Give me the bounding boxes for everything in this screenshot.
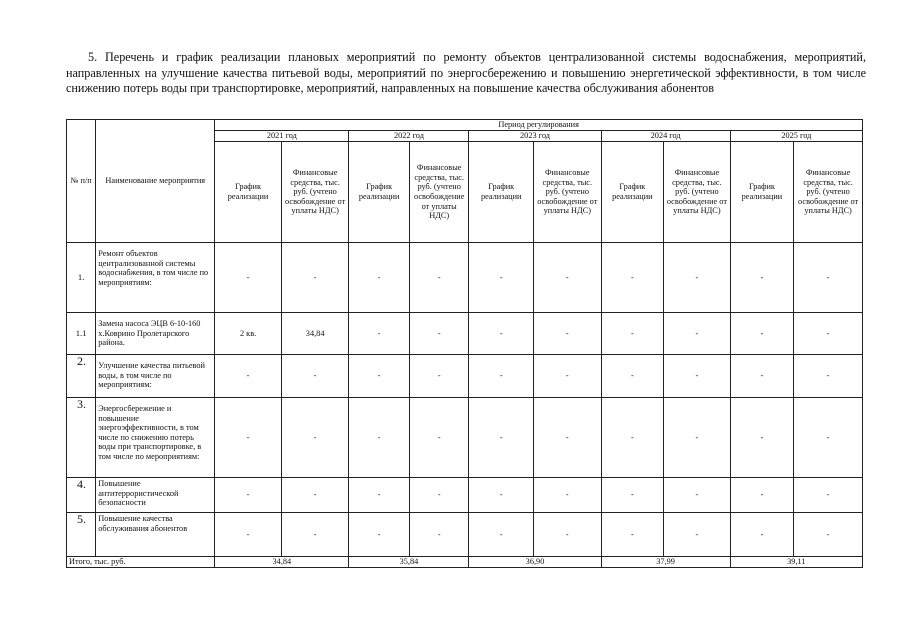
cell: - — [730, 478, 794, 513]
total-2021: 34,84 — [215, 557, 349, 568]
section-heading: 5. Перечень и график реализации плановых мероприятий по ремонту объектов централизованной системы водоснабжения, мероприятий, направленных на улучшение качества питьевой воды, мероприятий по энергосбережению и повышению энергетической эффективности, в том числе снижению потерь воды при транспортировке, мероприятий, направленных на повышение качества обслуживания абонентов — [66, 50, 866, 96]
schedule-header: График реализации — [730, 142, 794, 243]
table-row — [67, 513, 863, 557]
table-row — [67, 398, 863, 478]
cell: - — [349, 355, 410, 398]
table-row — [67, 355, 863, 398]
cell: 34,84 — [281, 313, 349, 355]
cell: - — [794, 355, 863, 398]
table-row — [67, 313, 863, 355]
cell: - — [349, 478, 410, 513]
row-name: Энергосбережение и повышение энергоэффективности, в том числе по снижению потерь воды при транспортировке, в том числе по мероприятиям: — [96, 398, 215, 478]
cell: - — [664, 355, 731, 398]
total-2022: 35,84 — [349, 557, 469, 568]
cell: - — [794, 478, 863, 513]
row-name: Улучшение качества питьевой воды, в том числе по мероприятиям: — [96, 355, 215, 398]
cell: - — [730, 513, 794, 557]
schedule-header: График реализации — [601, 142, 664, 243]
cell: - — [794, 513, 863, 557]
cell: - — [794, 243, 863, 313]
cell: - — [601, 478, 664, 513]
finance-header: Финансовые средства, тыс. руб. (учтено освобождение от уплаты НДС) — [534, 142, 602, 243]
cell: - — [601, 513, 664, 557]
total-2024: 37,99 — [601, 557, 730, 568]
row-name: Ремонт объектов централизованной системы водоснабжения, в том числе по мероприятиям: — [96, 243, 215, 313]
cell: - — [664, 243, 731, 313]
plan-table — [66, 119, 863, 568]
cell: - — [281, 478, 349, 513]
cell: - — [601, 243, 664, 313]
year-header-2021: 2021 год — [215, 131, 349, 142]
row-number: 4. — [67, 478, 96, 513]
cell: - — [409, 398, 469, 478]
finance-header: Финансовые средства, тыс. руб. (учтено освобождение от уплаты НДС) — [664, 142, 731, 243]
cell: - — [601, 313, 664, 355]
col-header-name: Наименование мероприятия — [96, 120, 215, 243]
period-header: Период регулирования — [215, 120, 863, 131]
cell: - — [349, 313, 410, 355]
total-label: Итого, тыс. руб. — [67, 557, 215, 568]
cell: - — [601, 355, 664, 398]
total-row — [67, 557, 863, 568]
cell: - — [534, 313, 602, 355]
cell: - — [409, 243, 469, 313]
col-header-number: № п/п — [67, 120, 96, 243]
cell: - — [469, 478, 534, 513]
row-number: 5. — [67, 513, 96, 557]
cell: - — [469, 313, 534, 355]
cell: - — [409, 478, 469, 513]
cell: - — [215, 398, 282, 478]
total-2023: 36,90 — [469, 557, 601, 568]
cell: - — [349, 398, 410, 478]
table-row — [67, 478, 863, 513]
cell: - — [215, 355, 282, 398]
table-row — [67, 243, 863, 313]
finance-header: Финансовые средства, тыс. руб. (учтено освобождение от уплаты НДС) — [409, 142, 469, 243]
schedule-header: График реализации — [469, 142, 534, 243]
cell: - — [534, 513, 602, 557]
cell: - — [730, 243, 794, 313]
row-number: 3. — [67, 398, 96, 478]
year-header-2024: 2024 год — [601, 131, 730, 142]
schedule-header: График реализации — [349, 142, 410, 243]
cell: - — [215, 513, 282, 557]
year-header-2025: 2025 год — [730, 131, 862, 142]
cell: - — [534, 478, 602, 513]
header-row-period — [67, 120, 863, 131]
cell: - — [794, 313, 863, 355]
cell: - — [281, 513, 349, 557]
cell: - — [664, 313, 731, 355]
cell: - — [349, 513, 410, 557]
row-number: 2. — [67, 355, 96, 398]
cell: - — [469, 243, 534, 313]
finance-header: Финансовые средства, тыс. руб. (учтено освобождение от уплаты НДС) — [281, 142, 349, 243]
cell: - — [664, 478, 731, 513]
cell: - — [794, 398, 863, 478]
row-number: 1.1 — [67, 313, 96, 355]
year-header-2023: 2023 год — [469, 131, 601, 142]
cell: - — [664, 513, 731, 557]
cell: - — [281, 398, 349, 478]
cell: - — [469, 398, 534, 478]
cell: - — [730, 313, 794, 355]
cell: - — [534, 398, 602, 478]
cell: - — [215, 243, 282, 313]
cell: - — [534, 243, 602, 313]
cell: - — [281, 355, 349, 398]
finance-header: Финансовые средства, тыс. руб. (учтено освобождение от уплаты НДС) — [794, 142, 863, 243]
cell: - — [534, 355, 602, 398]
cell: - — [281, 243, 349, 313]
cell: - — [601, 398, 664, 478]
cell: - — [409, 355, 469, 398]
cell: - — [349, 243, 410, 313]
cell: - — [469, 513, 534, 557]
row-name: Повышение качества обслуживания абонентов — [96, 513, 215, 557]
cell: 2 кв. — [215, 313, 282, 355]
cell: - — [409, 313, 469, 355]
schedule-header: График реализации — [215, 142, 282, 243]
year-header-2022: 2022 год — [349, 131, 469, 142]
row-name: Повышение антитеррористической безопасности — [96, 478, 215, 513]
total-2025: 39,11 — [730, 557, 862, 568]
cell: - — [215, 478, 282, 513]
row-name: Замена насоса ЭЦВ 6-10-160 х.Коврино Пролетарского района. — [96, 313, 215, 355]
cell: - — [730, 398, 794, 478]
cell: - — [409, 513, 469, 557]
cell: - — [664, 398, 731, 478]
cell: - — [730, 355, 794, 398]
cell: - — [469, 355, 534, 398]
row-number: 1. — [67, 243, 96, 313]
